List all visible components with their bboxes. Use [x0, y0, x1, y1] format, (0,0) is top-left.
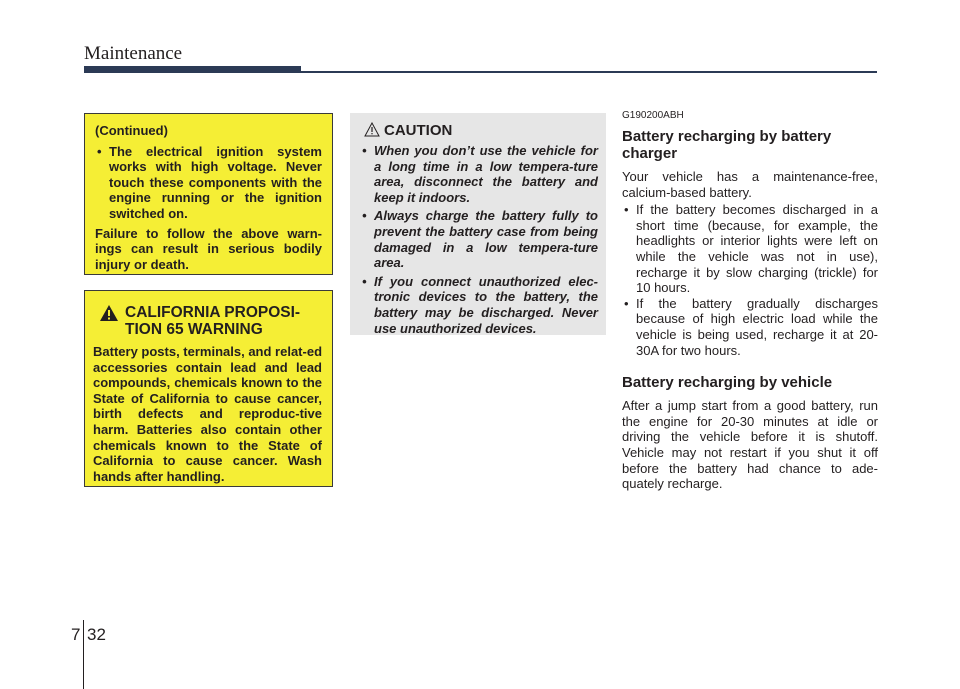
prop65-heading — [93, 304, 322, 338]
right-column — [622, 110, 878, 492]
caution-title: CAUTION — [384, 122, 453, 139]
caution-triangle-icon — [364, 122, 380, 137]
continued-footer: Failure to follow the above warn-ings can result in serious bodily injury or death. — [95, 225, 322, 272]
caution-item: • If you connect unauthorized elec-tronic devices to the battery, the battery may be discharged. Never use unauthorized devices. — [360, 274, 598, 336]
vehicle-paragraph: After a jump start from a good battery, run the engine for 20-30 minutes at idle or driving the vehicle before it is shutoff. Vehicle may not restart if you shut it off before the battery had chance to ade-quately recharge. — [622, 398, 878, 492]
prop65-warning-box — [84, 290, 333, 487]
prop65-body: Battery posts, terminals, and relat-ed accessories contain lead and lead compounds, chemicals known to the State of California to cause cancer, birth defects and reproduc-tive harm. Batteries also contain other chemicals known to the State of California to cause cancer. Wash hands after handling. — [93, 344, 323, 484]
continued-bullet: • The electrical ignition system works with high voltage. Never touch these components with the engine running or the ignition switched on. — [95, 144, 322, 222]
caution-box — [350, 113, 606, 335]
prop65-title: CALIFORNIA PROPOSI-TION 65 WARNING — [125, 304, 301, 338]
caution-item: • Always charge the battery fully to prevent the battery case from being damaged in a low tempera-ture area. — [360, 208, 598, 270]
page-number: 32 — [87, 625, 106, 644]
heading-battery-vehicle: Battery recharging by vehicle — [622, 374, 833, 392]
caution-heading — [360, 122, 598, 139]
section-code: G190200ABH — [622, 110, 684, 121]
caution-item: • When you don’t use the vehicle for a long time in a low tempera-ture area, disconnect the battery and keep it indoors. — [360, 143, 598, 205]
heading-battery-charger: Battery recharging by battery charger — [622, 128, 832, 162]
warning-triangle-icon — [99, 304, 119, 322]
page-header-title: Maintenance — [84, 43, 183, 64]
charger-bullet: • If the battery becomes discharged in a short time (because, for example, the headlights or interior lights were left on while the vehicle was not in use), recharge it by slow charging (trickle) for 10 hours. — [622, 202, 878, 296]
header-bar — [84, 66, 301, 73]
section-number: 7 — [71, 625, 81, 644]
charger-bullet: • If the battery gradually discharges because of high electric load while the vehicle is being used, recharge it at 20-30A for two hours. — [622, 296, 878, 358]
intro-paragraph: Your vehicle has a maintenance-free, calcium-based battery. — [622, 169, 878, 200]
continued-warning-box — [84, 113, 333, 275]
continued-label: (Continued) — [95, 123, 168, 138]
header-rule — [301, 71, 877, 73]
footer-divider — [83, 620, 84, 689]
